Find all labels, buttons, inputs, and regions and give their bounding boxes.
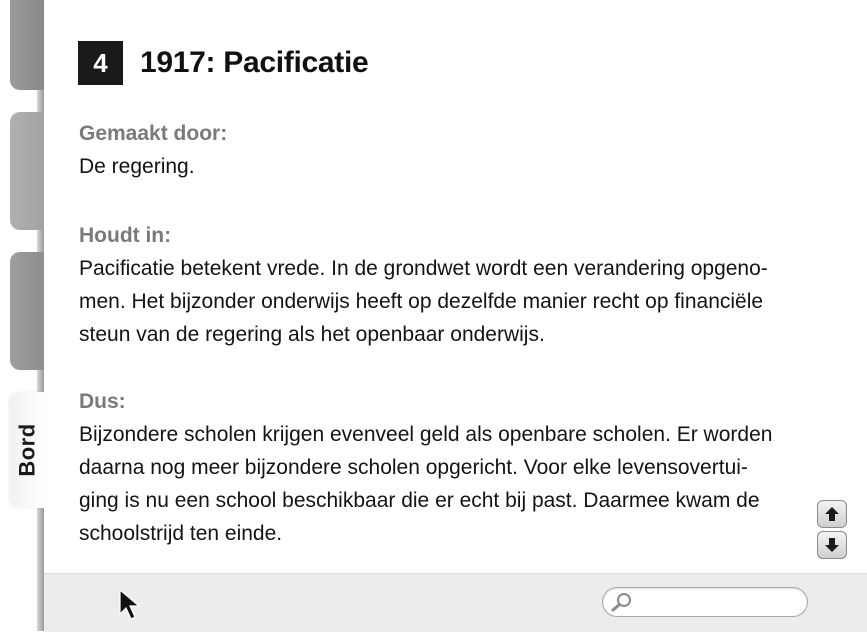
tab-bord[interactable] — [10, 392, 46, 508]
section-text-line: daarna nog meer bijzondere scholen opgericht. Voor elke levensovertui- — [79, 456, 748, 479]
section-text-line: men. Het bijzonder onderwijs heeft op dezelfde manier recht op financiële — [79, 290, 764, 313]
content-panel — [44, 0, 867, 573]
tab-1[interactable] — [10, 0, 44, 90]
tab-bord-label-wrap — [10, 392, 46, 508]
section-text-line: Pacificatie betekent vrede. In de grondwet wordt een verandering opgeno- — [79, 257, 768, 280]
tab-3[interactable] — [10, 252, 44, 370]
section-text-line: ging is nu een school beschikbaar die er echt bij past. Daarmee kwam de — [79, 489, 760, 512]
section-label: Gemaakt door: — [79, 122, 228, 145]
scroll-down-button[interactable] — [817, 531, 847, 559]
chapter-number-badge: 4 — [78, 41, 123, 85]
tab-2[interactable] — [10, 112, 44, 230]
search-field[interactable] — [602, 587, 808, 617]
tab-bord-label: Bord — [15, 423, 41, 477]
section-text-line: De regering. — [79, 155, 195, 178]
arrow-up-icon — [823, 505, 841, 523]
section-made-by — [79, 118, 779, 183]
section-label: Houdt in: — [79, 224, 172, 247]
scroll-up-button[interactable] — [817, 500, 847, 528]
mouse-pointer-icon[interactable] — [118, 588, 148, 624]
search-icon — [611, 592, 633, 612]
section-text-line: schoolstrijd ten einde. — [79, 522, 283, 545]
section-so — [79, 386, 779, 550]
bottom-toolbar — [44, 573, 867, 632]
tab-rail — [0, 0, 44, 631]
page-title: 1917: Pacificatie — [140, 46, 369, 79]
arrow-down-icon — [823, 536, 841, 554]
section-contains — [79, 220, 779, 351]
search-input[interactable] — [637, 591, 801, 613]
section-text-line: Bijzondere scholen krijgen evenveel geld als openbare scholen. Er worden — [79, 423, 773, 446]
section-label: Dus: — [79, 390, 126, 413]
title-row — [78, 41, 368, 85]
section-text-line: steun van de regering als het openbaar onderwijs. — [79, 323, 545, 346]
